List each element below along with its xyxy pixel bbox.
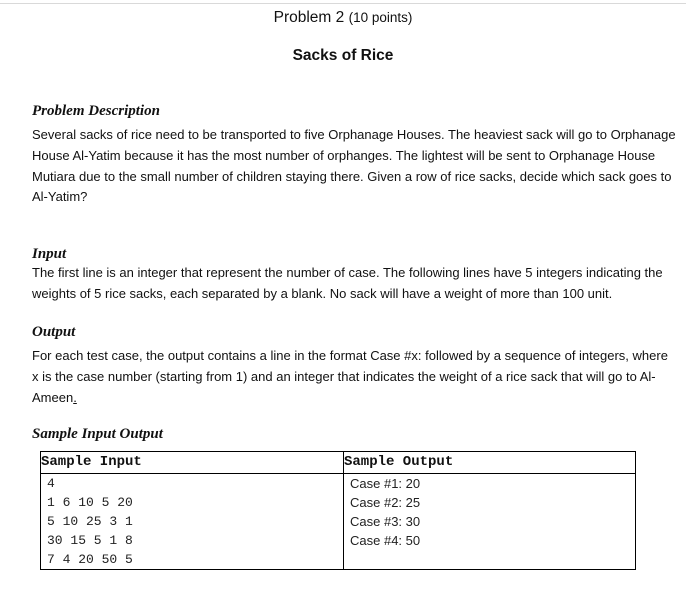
sample-input-line: 5 10 25 3 1: [47, 514, 133, 529]
sample-table-body-row: [41, 474, 636, 570]
description-text: Several sacks of rice need to be transported to five Orphanage Houses. The heaviest sack will go to Orphanage House Al-Yatim because it has the most number of orphanges. The lightest will be sent to Orphanage House Mutiara due to the small number of children staying there. Given a row of rice sacks, decide which sack goes to Al-Yatim?: [32, 127, 676, 205]
problem-points: (10 points): [348, 10, 413, 25]
top-rule: [0, 3, 686, 4]
sample-input-line: 7 4 20 50 5: [47, 552, 133, 567]
sample-input-line: 30 15 5 1 8: [47, 533, 133, 548]
sample-output-value: 50: [402, 533, 421, 548]
sample-output-line: [344, 493, 635, 512]
problem-title: [0, 8, 686, 28]
sample-input-line: 1 6 10 5 20: [47, 495, 133, 510]
sample-output-value: 30: [402, 514, 421, 529]
sample-output-cell: [344, 474, 636, 570]
input-heading: Input: [32, 246, 67, 262]
input-text: The first line is an integer that represent the number of case. The following lines have 5 integers indicating the weights of 5 rice sacks, each separated by a blank. No sack will have a weight of more than 100 unit.: [32, 265, 663, 301]
sample-output-label: Case #3:: [350, 514, 403, 529]
sample-output-value: 20: [402, 476, 421, 491]
sample-output-header: Sample Output: [344, 452, 636, 474]
sample-input-cell: [41, 474, 344, 570]
sample-heading: Sample Input Output: [32, 426, 163, 442]
sample-input-header: Sample Input: [41, 452, 344, 474]
sample-table: [40, 451, 636, 570]
output-text-body: For each test case, the output contains a line in the format Case #x: followed by a sequence of integers, where x is the case number (starting from 1) and an integer that indicates the weight of a rice sack that will go to Al-Ameen: [32, 348, 668, 405]
sample-output-label: Case #4:: [350, 533, 403, 548]
sample-output-value: 25: [402, 495, 421, 510]
problem-title-main: Problem 2: [273, 9, 345, 26]
sample-output-line: [344, 474, 635, 493]
sample-output-label: Case #2:: [350, 495, 403, 510]
description-heading: Problem Description: [32, 103, 160, 119]
sample-output-label: Case #1:: [350, 476, 403, 491]
output-heading: Output: [32, 324, 76, 340]
sample-table-header-row: [41, 452, 636, 474]
sample-output-line: [344, 512, 635, 531]
output-text: [32, 346, 677, 408]
problem-subtitle: Sacks of Rice: [292, 47, 394, 64]
sample-input-line: 4: [47, 476, 55, 491]
sample-output-line: [344, 531, 635, 550]
output-text-trailing-mark: .: [73, 389, 77, 405]
